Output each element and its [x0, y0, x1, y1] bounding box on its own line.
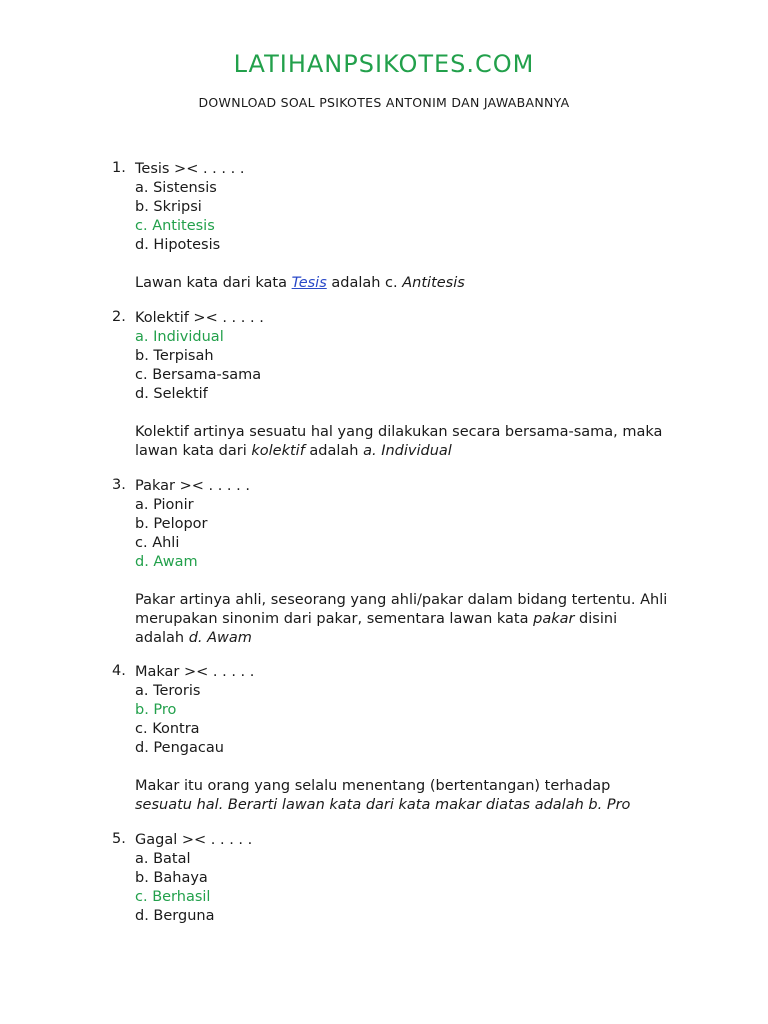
question-number: 3.	[112, 477, 126, 493]
option-a: a. Teroris	[135, 683, 201, 699]
explanation-line-2	[135, 442, 452, 461]
explanation-answer: d. Awam	[188, 630, 252, 646]
explanation-word: kolektif	[251, 443, 305, 459]
explanation-text: diatas adalah	[481, 797, 589, 813]
document-subtitle: DOWNLOAD SOAL PSIKOTES ANTONIM DAN JAWABANNYA	[198, 95, 570, 110]
option-c-correct: c. Berhasil	[135, 889, 211, 905]
explanation-text: Lawan kata dari kata	[135, 275, 292, 291]
option-c-correct: c. Antitesis	[135, 218, 215, 234]
site-title: LATIHANPSIKOTES.COM	[233, 50, 535, 78]
question-prompt: Tesis >< . . . . .	[135, 161, 245, 177]
option-c: c. Bersama-sama	[135, 367, 262, 383]
option-a: a. Sistensis	[135, 180, 217, 196]
explanation-word: makar	[434, 797, 482, 813]
option-a: a. Batal	[135, 851, 191, 867]
option-d: d. Berguna	[135, 908, 215, 924]
explanation-text: lawan kata dari	[135, 443, 252, 459]
explanation-answer: b. Pro	[588, 797, 631, 813]
option-b: b. Skripsi	[135, 199, 202, 215]
explanation-line-1: Kolektif artinya sesuatu hal yang dilakukan secara bersama-sama, maka	[135, 424, 663, 440]
option-a-correct: a. Individual	[135, 329, 224, 345]
tesis-link[interactable]: Tesis	[291, 275, 327, 291]
question-prompt: Makar >< . . . . .	[135, 664, 255, 680]
option-b: b. Pelopor	[135, 516, 208, 532]
explanation-line-1: Makar itu orang yang selalu menentang (bertentangan) terhadap	[135, 778, 611, 794]
option-b-correct: b. Pro	[135, 702, 177, 718]
option-d-correct: d. Awam	[135, 554, 198, 570]
option-b: b. Bahaya	[135, 870, 208, 886]
question-number: 4.	[112, 663, 126, 679]
explanation-line-2	[135, 796, 630, 815]
explanation-answer: a. Individual	[363, 443, 452, 459]
explanation-text: disini	[574, 611, 618, 627]
option-d: d. Pengacau	[135, 740, 224, 756]
explanation	[135, 274, 465, 293]
explanation-text: merupakan sinonim dari pakar, sementara lawan kata	[135, 611, 534, 627]
option-a: a. Pionir	[135, 497, 194, 513]
explanation-answer: Antitesis	[402, 275, 465, 291]
question-prompt: Kolektif >< . . . . .	[135, 310, 264, 326]
option-c: c. Ahli	[135, 535, 180, 551]
option-d: d. Selektif	[135, 386, 208, 402]
explanation-text: adalah	[304, 443, 364, 459]
explanation-line-3	[135, 629, 252, 648]
option-d: d. Hipotesis	[135, 237, 221, 253]
explanation-word: pakar	[533, 611, 575, 627]
question-number: 1.	[112, 160, 126, 176]
explanation-line-2	[135, 610, 617, 629]
question-prompt: Gagal >< . . . . .	[135, 832, 253, 848]
explanation-text: adalah	[135, 630, 189, 646]
question-number: 5.	[112, 831, 126, 847]
explanation-line-1: Pakar artinya ahli, seseorang yang ahli/pakar dalam bidang tertentu. Ahli	[135, 592, 668, 608]
option-c: c. Kontra	[135, 721, 200, 737]
question-number: 2.	[112, 309, 126, 325]
option-b: b. Terpisah	[135, 348, 214, 364]
explanation-text: adalah c.	[326, 275, 403, 291]
explanation-text: sesuatu hal. Berarti lawan kata dari kata	[135, 797, 435, 813]
question-prompt: Pakar >< . . . . .	[135, 478, 250, 494]
